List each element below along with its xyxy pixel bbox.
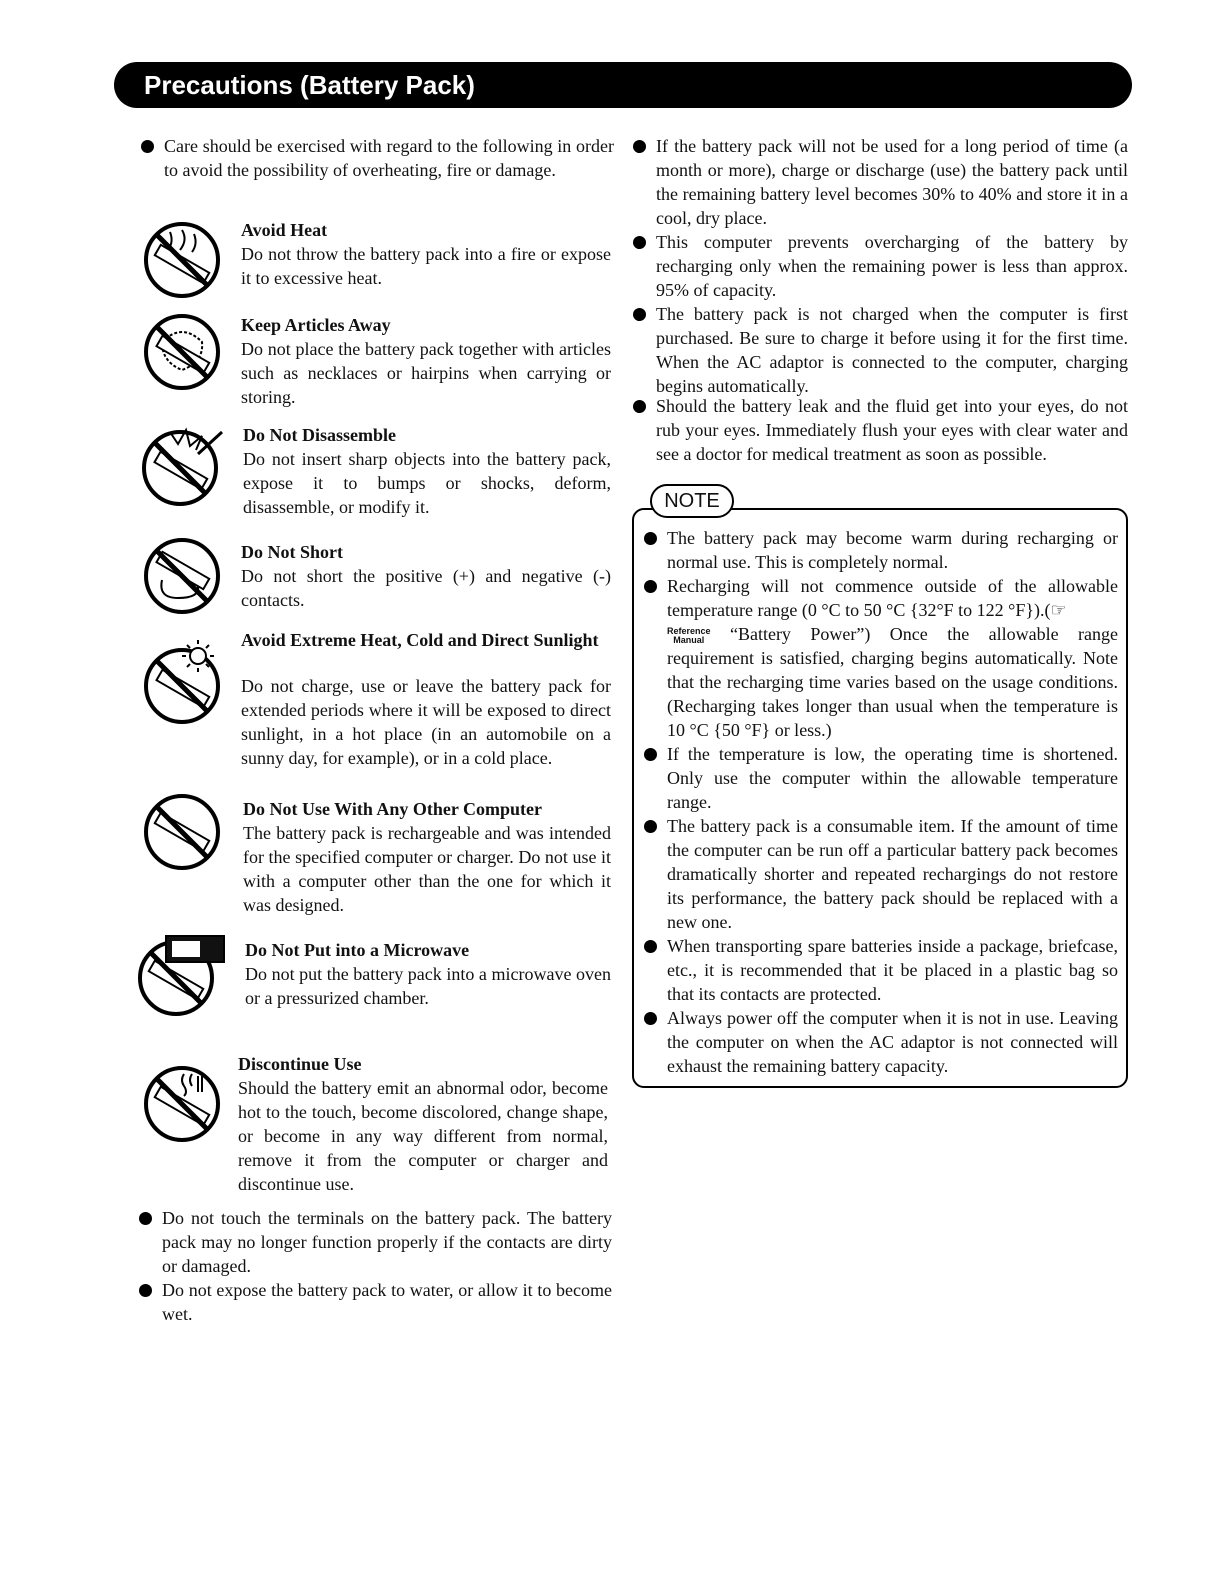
reference-manual-icon: Reference Manual: [667, 625, 711, 645]
warning-title: Discontinue Use: [238, 1054, 362, 1074]
note-item: [667, 574, 1118, 742]
discontinue-use-icon: [142, 1064, 222, 1144]
section-header-bar: [114, 62, 1132, 108]
note-label: NOTE: [650, 484, 734, 518]
no-disassemble-icon: [140, 424, 230, 508]
no-short-circuit-icon: [142, 536, 222, 616]
warning-title: Avoid Extreme Heat, Cold and Direct Sunlight: [241, 630, 599, 650]
no-metal-articles-icon: [142, 312, 222, 392]
warning-body: Do not place the battery pack together with articles such as necklaces or hairpins when carrying or storing.: [241, 339, 611, 407]
bullet-overcharging: This computer prevents overcharging of the battery by recharging only when the remaining power is less than approx. 95% of capacity.: [656, 232, 1128, 300]
warning-title: Do Not Use With Any Other Computer: [243, 799, 543, 819]
bullet-terminals: Do not touch the terminals on the battery pack. The battery pack may no longer function properly if the contacts are dirty or damaged.: [162, 1208, 612, 1276]
warning-body: Do not put the battery pack into a microwave oven or a pressurized chamber.: [245, 964, 611, 1008]
warning-title: Avoid Heat: [241, 220, 328, 240]
note-item: When transporting spare batteries inside a package, briefcase, etc., it is recommended that it be placed in a plastic bag so that its contacts are protected.: [667, 936, 1118, 1004]
warning-body: Do not throw the battery pack into a fire or expose it to excessive heat.: [241, 244, 611, 288]
warning-body: The battery pack is rechargeable and was intended for the specified computer or charger. Do not use it with a computer other than the one for which it was designed.: [243, 823, 611, 915]
warning-body: Do not insert sharp objects into the battery pack, expose it to bumps or shocks, deform, disassemble, or modify it.: [243, 449, 611, 517]
note-item: If the temperature is low, the operating time is shortened. Only use the computer within the allowable temperature range.: [667, 744, 1118, 812]
reference-hand-icon: ☞: [1050, 600, 1067, 620]
no-fire-icon: [142, 220, 222, 300]
page-title: Precautions (Battery Pack): [144, 70, 475, 100]
note-item: Always power off the computer when it is not in use. Leaving the computer on when the AC adaptor is not connected will exhaust the remaining battery capacity.: [667, 1008, 1118, 1076]
note-item-text: “Battery Power”) Once the allowable range requirement is satisfied, charging begins automatically. Note that the recharging time varies based on the usage conditions. (Recharging takes longer than usual when the temperature is 10 °C {50 °F} or less.): [667, 624, 1118, 740]
warning-title: Keep Articles Away: [241, 315, 391, 335]
intro-bullet: Care should be exercised with regard to the following in order to avoid the possibility of overheating, fire or damage.: [164, 136, 614, 180]
bullet-water: Do not expose the battery pack to water, or allow it to become wet.: [162, 1280, 612, 1324]
note-item-text: Recharging will not commence outside of the allowable temperature range (0 °C to 50 °C {32°F to 122 °F}).(: [667, 576, 1118, 620]
no-sunlight-icon: [142, 634, 226, 726]
no-microwave-icon: [136, 932, 228, 1016]
bullet-storage: If the battery pack will not be used for a long period of time (a month or more), charge or discharge (use) the battery pack until the remaining battery level becomes 30% to 40% and store it in a cool, dry place.: [656, 136, 1128, 228]
bullet-first-charge: The battery pack is not charged when the computer is first purchased. Be sure to charge it before using it for the first time. When the AC adaptor is connected to the computer, charging begins automatically.: [656, 304, 1128, 396]
no-other-computer-icon: [142, 792, 222, 872]
warning-body: Should the battery emit an abnormal odor, become hot to the touch, become discolored, change shape, or become in any way different from normal, remove it from the computer or charger and discontinue use.: [238, 1078, 608, 1194]
note-item: The battery pack may become warm during recharging or normal use. This is completely normal.: [667, 528, 1118, 572]
warning-title: Do Not Disassemble: [243, 425, 396, 445]
warning-body: Do not charge, use or leave the battery pack for extended periods where it will be exposed to direct sunlight, in a hot place (in an automobile on a sunny day, for example), or in a cold place.: [241, 676, 611, 768]
warning-title: Do Not Short: [241, 542, 343, 562]
warning-body: Do not short the positive (+) and negative (-) contacts.: [241, 566, 611, 610]
bullet-eye-contact: Should the battery leak and the fluid get into your eyes, do not rub your eyes. Immediately flush your eyes with clear water and see a doctor for medical treatment as soon as possible.: [656, 396, 1128, 464]
warning-title: Do Not Put into a Microwave: [245, 940, 470, 960]
note-item: The battery pack is a consumable item. If the amount of time the computer can be run off a particular battery pack becomes dramatically shorter and repeated rechargings do not restore its performance, the battery pack should be replaced with a new one.: [667, 816, 1118, 932]
